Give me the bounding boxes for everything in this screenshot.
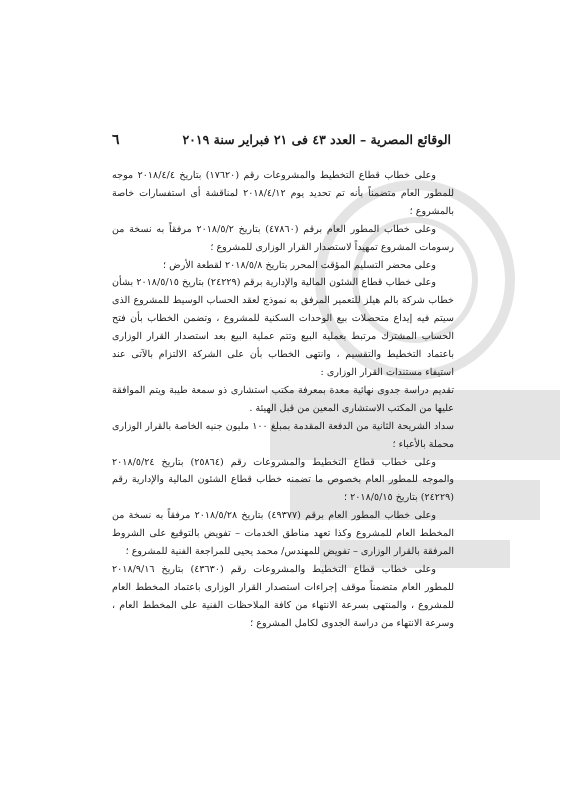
- paragraph: وعلى خطاب قطاع التخطيط والمشروعات رقم (٢٥٨٦٤) بتاريخ ٢٠١٨/٥/٢٤ والموجه للمطور العام بخصوص ما تضمنه خطاب قطاع الشئون المالية والإدارية رقم (٢٤٢٢٩) بتاريخ ٢٠١٨/٥/١٥ ؛: [112, 456, 454, 504]
- paragraph: وعلى خطاب المطور العام برقم (٤٩٣٧٧) بتاريخ ٢٠١٨/٥/٢٨ مرفقاً به نسخة من المخطط العام للمشروع وكذا تعهد مناطق الخدمات – تفويض بالتوقيع على الشروط المرفقة بالقرار الوزارى – تفويض للمهندس/ محمد يحيى للمراجعة الفنية للمشروع ؛: [112, 510, 454, 558]
- paragraph: وعلى خطاب قطاع التخطيط والمشروعات رقم (٤٣٦٣٠) بتاريخ ٢٠١٨/٩/١٦ للمطور العام متضمناً موقف إجراءات استصدار القرار الوزارى باعتماد المخطط العام للمشروع ، والمنتهى بسرعة الانتهاء من كافة الملاحظات الفنية على المخطط العام ، وسرعة الانتهاء من دراسة الجدوى لكامل المشروع ؛: [112, 563, 454, 629]
- paragraph: وعلى خطاب قطاع التخطيط والمشروعات رقم (١٧٦٢٠) بتاريخ ٢٠١٨/٤/٤ موجه للمطور العام متضمناً بأنه تم تحديد يوم ٢٠١٨/٤/١٢ لمناقشة أى استفسارات خاصة بالمشروع ؛: [112, 170, 454, 217]
- document-body: [112, 167, 454, 633]
- paragraph: وعلى محضر التسليم المؤقت المحرر بتاريخ ٢٠١٨/٥/٨ لقطعة الأرض ؛: [163, 259, 436, 271]
- list-item: تقديم دراسة جدوى نهائية معدة بمعرفة مكتب استشارى ذو سمعة طيبة ويتم الموافقة عليها من المكتب الاستشارى المعين من قبل الهيئة .: [112, 384, 454, 414]
- list-item: سداد الشريحة الثانية من الدفعة المقدمة بمبلغ ١٠٠ مليون جنيه الخاصة بالقرار الوزارى محملة بالأعباء ؛: [112, 420, 455, 450]
- page-header: [112, 132, 451, 156]
- paragraph: وعلى خطاب المطور العام برقم (٤٧٨٦٠) بتاريخ ٢٠١٨/٥/٢ مرفقاً به نسخة من رسومات المشروع تمهيداً لاستصدار القرار الوزارى للمشروع ؛: [112, 223, 454, 253]
- paragraph: وعلى خطاب قطاع الشئون المالية والإدارية برقم (٢٤٢٢٩) بتاريخ ٢٠١٨/٥/١٥ بشأن خطاب شركة بالم هيلز للتعمير المرفق به نموذج لعقد الحساب الوسيط للمشروع الذى سيتم فيه إيداع متحصلات بيع الوحدات السكنية للمشروع ، وتضمن الخطاب بأن فتح الحساب المشترك مرتبط بعملية البيع وتتم عملية البيع بعد استصدار القرار الوزارى باعتماد التخطيط والتقسيم ، وانتهى الخطاب بأن على الشركة الالتزام بالآتى عند استيفاء مستندات القرار الوزارى :: [112, 277, 454, 378]
- page-number: ٦: [112, 132, 120, 148]
- journal-title: الوقائع المصرية – العدد ٤٣ فى ٢١ فبراير سنة ٢٠١٩: [182, 132, 451, 147]
